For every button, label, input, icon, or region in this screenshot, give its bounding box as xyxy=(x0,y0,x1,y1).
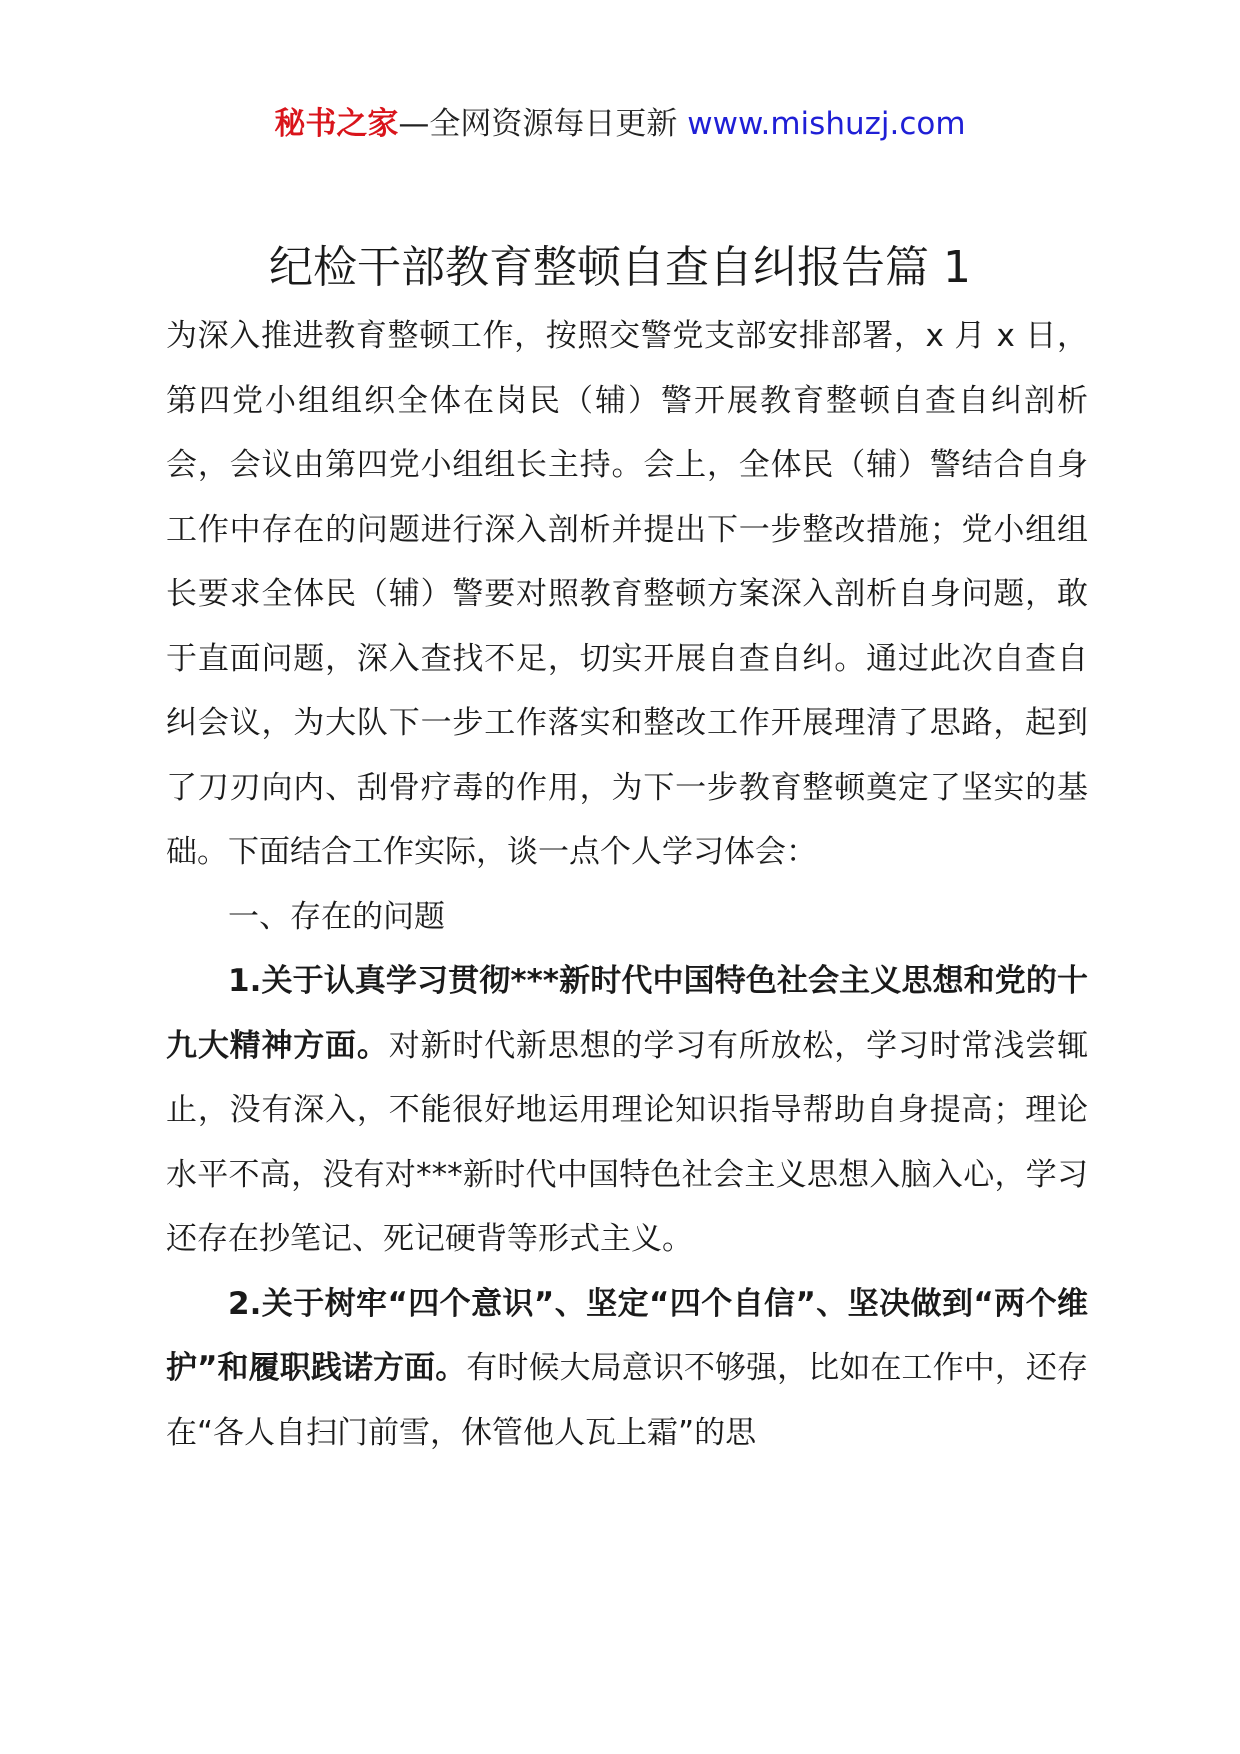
intro-paragraph: 为深入推进教育整顿工作，按照交警党支部安排部署，x 月 x 日，第四党小组组织全体在岗民（辅）警开展教育整顿自查自纠剖析会，会议由第四党小组组长主持。会上，全体民（辅）警结合自身工作中存在的问题进行深入剖析并提出下一步整改措施；党小组组长要求全体民（辅）警要对照教育整顿方案深入剖析自身问题，敢于直面问题，深入查找不足，切实开展自查自纠。通过此次自查自纠会议，为大队下一步工作落实和整改工作开展理清了思路，起到了刀刃向内、刮骨疗毒的作用，为下一步教育整顿奠定了坚实的基础。下面结合工作实际，谈一点个人学习体会： xyxy=(166,318,1088,870)
item-1-paragraph xyxy=(166,949,1088,1272)
page-header xyxy=(0,100,1240,148)
item-2-paragraph xyxy=(166,1272,1088,1466)
item-2-text: 有时候大局意识不够强，比如在工作中，还存在“各人自扫门前雪，休管他人瓦上霜”的思 xyxy=(166,1350,1088,1451)
site-url-link[interactable]: www.mishuzj.com xyxy=(687,106,966,142)
item-2-heading: 2.关于树牢“四个意识”、坚定“四个自信”、坚决做到“两个维护”和履职践诺方面。 xyxy=(166,1285,1088,1386)
site-name: 秘书之家 xyxy=(274,106,399,142)
site-slogan: —全网资源每日更新 xyxy=(398,106,688,142)
section-heading-problems: 一、存在的问题 xyxy=(228,898,445,935)
document-title: 纪检干部教育整顿自查自纠报告篇 1 xyxy=(269,242,971,293)
item-1-heading: 1.关于认真学习贯彻***新时代中国特色社会主义思想和党的十九大精神方面。 xyxy=(166,963,1088,1064)
item-1-text: 对新时代新思想的学习有所放松，学习时常浅尝辄止，没有深入，不能很好地运用理论知识指导帮助自身提高；理论水平不高，没有对***新时代中国特色社会主义思想入脑入心，学习还存在抄笔记、死记硬背等形式主义。 xyxy=(166,1027,1088,1257)
document-body xyxy=(166,304,1088,1465)
